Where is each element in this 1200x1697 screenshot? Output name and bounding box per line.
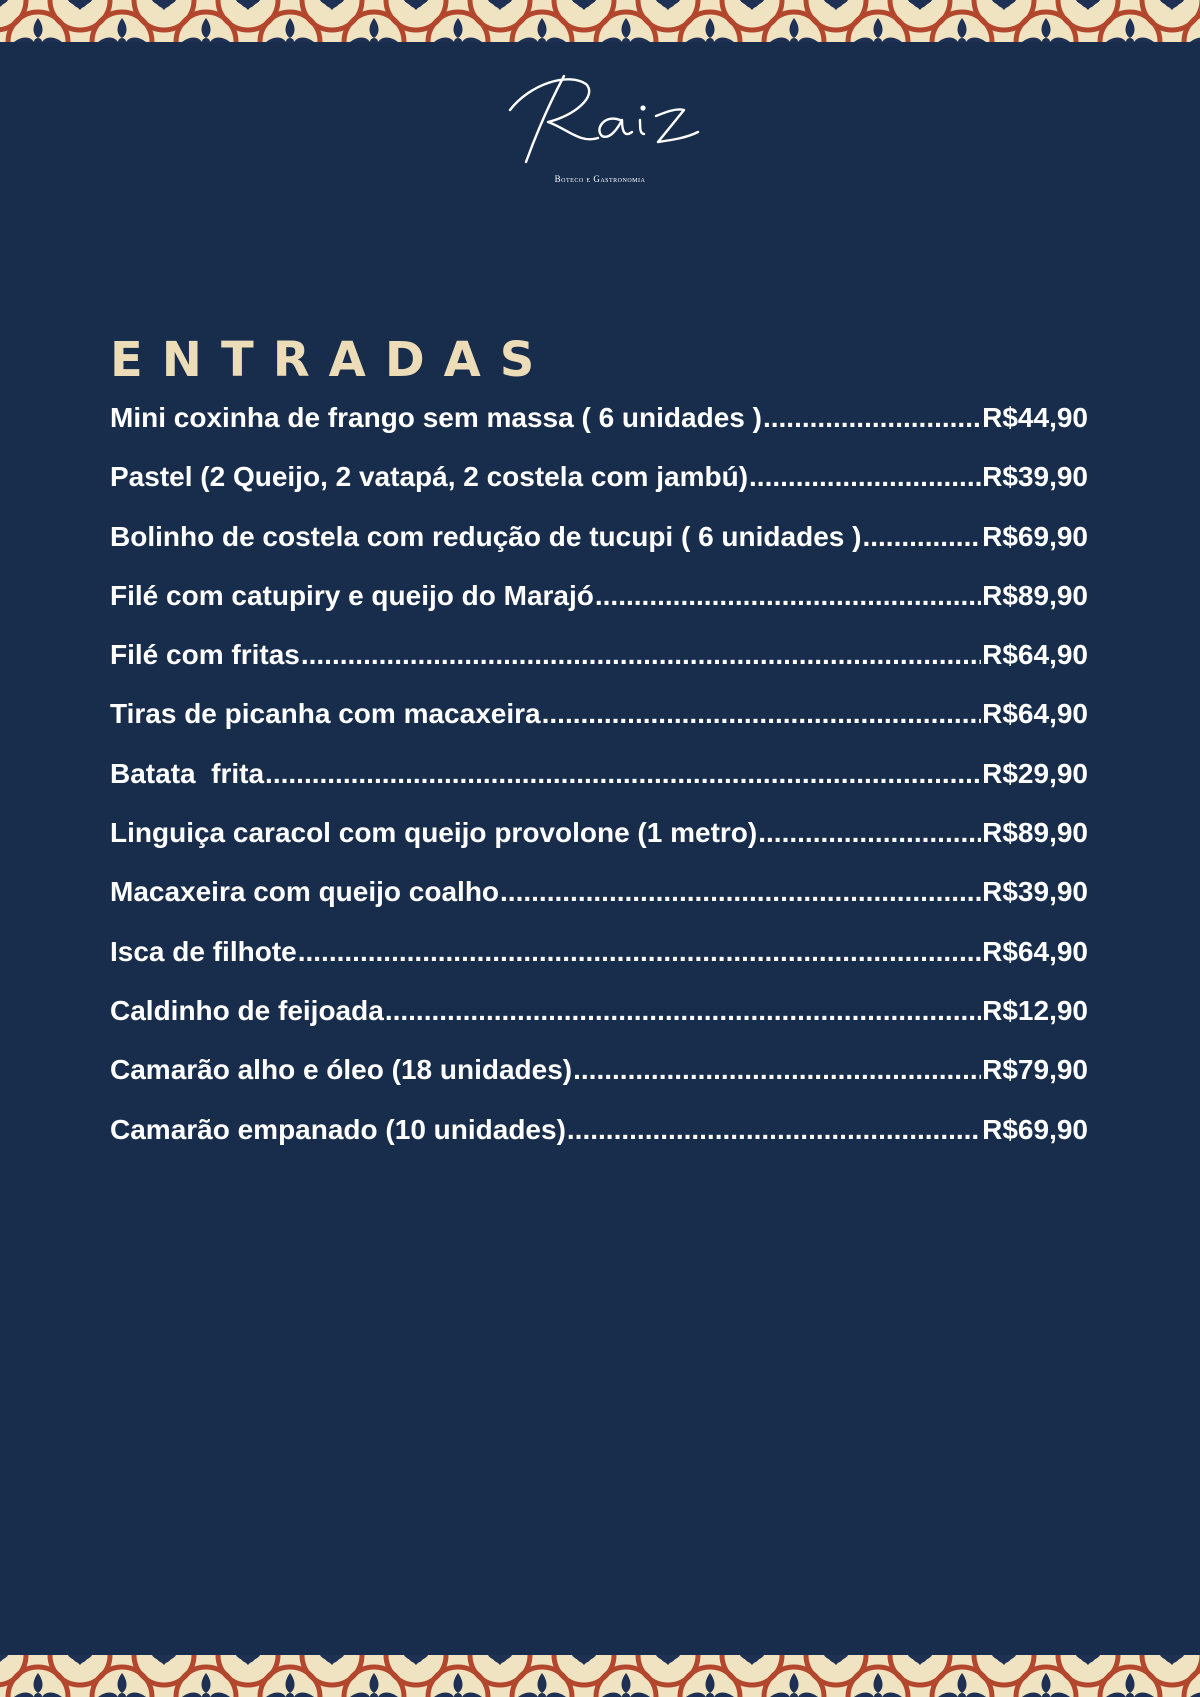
dot-leader: [385, 993, 981, 1029]
menu-item: [110, 874, 1088, 933]
menu-item: [110, 815, 1088, 874]
item-name: Camarão empanado (10 unidades): [110, 1113, 566, 1145]
item-name: Macaxeira com queijo coalho: [110, 876, 500, 908]
menu-item: [110, 993, 1088, 1052]
dot-leader: [862, 519, 981, 555]
dot-leader: [595, 578, 981, 614]
item-price: R$64,90: [982, 935, 1088, 967]
item-name: Batata frita: [110, 757, 265, 789]
menu-item: [110, 696, 1088, 755]
bottom-tile-border: [0, 1655, 1200, 1697]
item-name: Isca de filhote: [110, 935, 297, 967]
menu-list: [110, 400, 1088, 1171]
item-price: R$89,90: [982, 817, 1088, 849]
menu-item: [110, 519, 1088, 578]
top-tile-border: [0, 0, 1200, 42]
item-name: Filé com catupiry e queijo do Marajó: [110, 579, 594, 611]
item-price: R$89,90: [982, 579, 1088, 611]
dot-leader: [758, 815, 981, 851]
section-title: ENTRADAS: [110, 332, 554, 388]
dot-leader: [763, 400, 981, 436]
item-price: R$69,90: [982, 520, 1088, 552]
item-name: Linguiça caracol com queijo provolone (1 metro): [110, 817, 758, 849]
item-name: Filé com fritas: [110, 639, 300, 671]
item-price: R$69,90: [982, 1113, 1088, 1145]
item-name: Camarão alho e óleo (18 unidades): [110, 1054, 573, 1086]
item-price: R$39,90: [982, 876, 1088, 908]
dot-leader: [749, 459, 981, 495]
dot-leader: [301, 637, 981, 673]
dot-leader: [265, 756, 981, 792]
item-name: Caldinho de feijoada: [110, 994, 384, 1026]
menu-item: [110, 756, 1088, 815]
item-name: Bolinho de costela com redução de tucupi ( 6 unidades ): [110, 520, 862, 552]
item-price: R$64,90: [982, 698, 1088, 730]
raiz-script-logo: [490, 62, 710, 172]
item-name: Tiras de picanha com macaxeira: [110, 698, 541, 730]
dot-leader: [573, 1052, 981, 1088]
dot-leader: [567, 1112, 981, 1148]
item-price: R$44,90: [982, 402, 1088, 433]
item-name: Mini coxinha de frango sem massa ( 6 unidades ): [110, 402, 762, 433]
dot-leader: [298, 934, 981, 970]
brand-tagline: Boteco e Gastronomia: [554, 174, 646, 184]
menu-item: [110, 1112, 1088, 1171]
menu-item: [110, 459, 1088, 518]
item-price: R$12,90: [982, 994, 1088, 1026]
item-price: R$39,90: [982, 461, 1088, 493]
brand-logo: [0, 62, 1200, 184]
menu-item: [110, 1052, 1088, 1111]
menu-item: [110, 637, 1088, 696]
item-name: Pastel (2 Queijo, 2 vatapá, 2 costela com jambú): [110, 461, 749, 493]
menu-item: [110, 578, 1088, 637]
menu-item: [110, 400, 1088, 459]
dot-leader: [542, 696, 982, 732]
menu-item: [110, 934, 1088, 993]
dot-leader: [500, 874, 981, 910]
item-price: R$29,90: [982, 757, 1088, 789]
item-price: R$64,90: [982, 639, 1088, 671]
item-price: R$79,90: [982, 1054, 1088, 1086]
